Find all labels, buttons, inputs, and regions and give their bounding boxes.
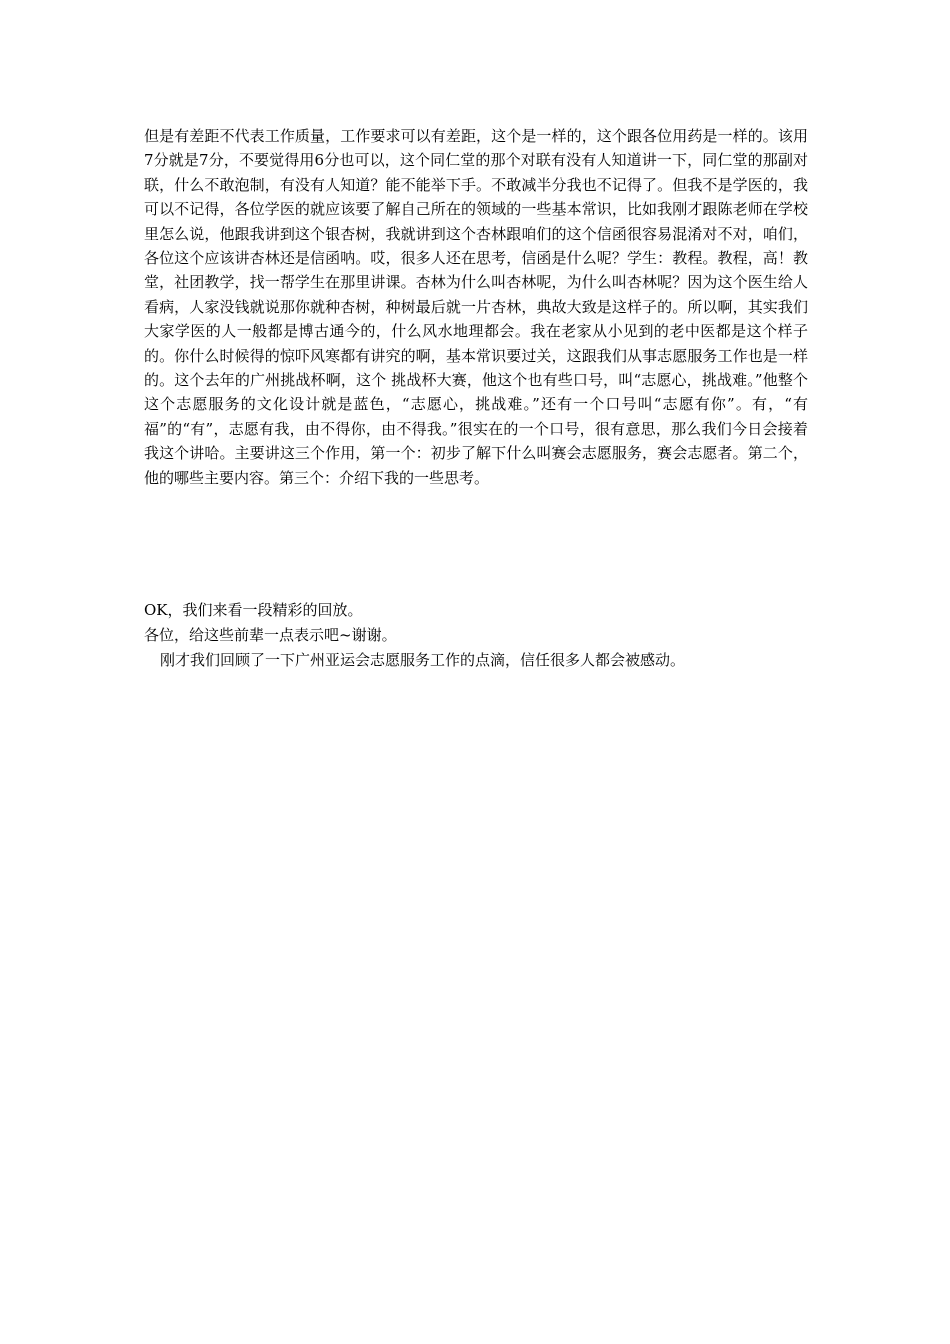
transcript-line-review: 刚才我们回顾了一下广州亚运会志愿服务工作的点滴，信任很多人都会被感动。 <box>160 651 686 669</box>
main-paragraph: 但是有差距不代表工作质量，工作要求可以有差距，这个是一样的，这个跟各位用药是一样的。该用7分就是7分，不要觉得用6分也可以，这个同仁堂的那个对联有没有人知道讲一下，同仁堂的那副对联，什么不敢泡制，有没有人知道？能不能举下手。不敢减半分我也不记得了。但我不是学医的，我可以不记得，各位学医的就应该要了解自己所在的领域的一些基本常识，比如我刚才跟陈老师在学校里怎么说，他跟我讲到这个银杏树，我就讲到这个杏林跟咱们的这个信函很容易混淆对不对，咱们，各位这个应该讲杏林还是信函呐。哎，很多人还在思考，信函是什么呢？学生：教程。教程，高！教堂，社团教学，找一帮学生在那里讲课。杏林为什么叫杏林呢，为什么叫杏林呢？因为这个医生给人看病，人家没钱就说那你就种杏树，种树最后就一片杏林，典故大致是这样子的。所以啊，其实我们大家学医的人一般都是博古通今的，什么风水地理都会。我在老家从小见到的老中医都是这个样子的。你什么时候得的惊吓风寒都有讲究的啊，基本常识要过关，这跟我们从事志愿服务工作也是一样的。这个去年的广州挑战杯啊，这个 挑战杯大赛，他这个也有些口号，叫“志愿心，挑战难。”他整个这个志愿服务的文化设计就是蓝色，“志愿心，挑战难。”还有一个口号叫“志愿有你”。有，“有福”的“有”，志愿有我，由不得你，由不得我。”很实在的一个口号，很有意思，那么我们今日会接着我这个讲哈。主要讲这三个作用，第一个：初步了解下什么叫赛会志愿服务，赛会志愿者。第二个，他的哪些主要内容。第三个：介绍下我的一些思考。 <box>144 127 808 487</box>
transcript-line-replay: OK，我们来看一段精彩的回放。 <box>144 601 363 619</box>
transcript-line-thanks: 各位，给这些前辈一点表示吧~谢谢。 <box>144 626 397 644</box>
